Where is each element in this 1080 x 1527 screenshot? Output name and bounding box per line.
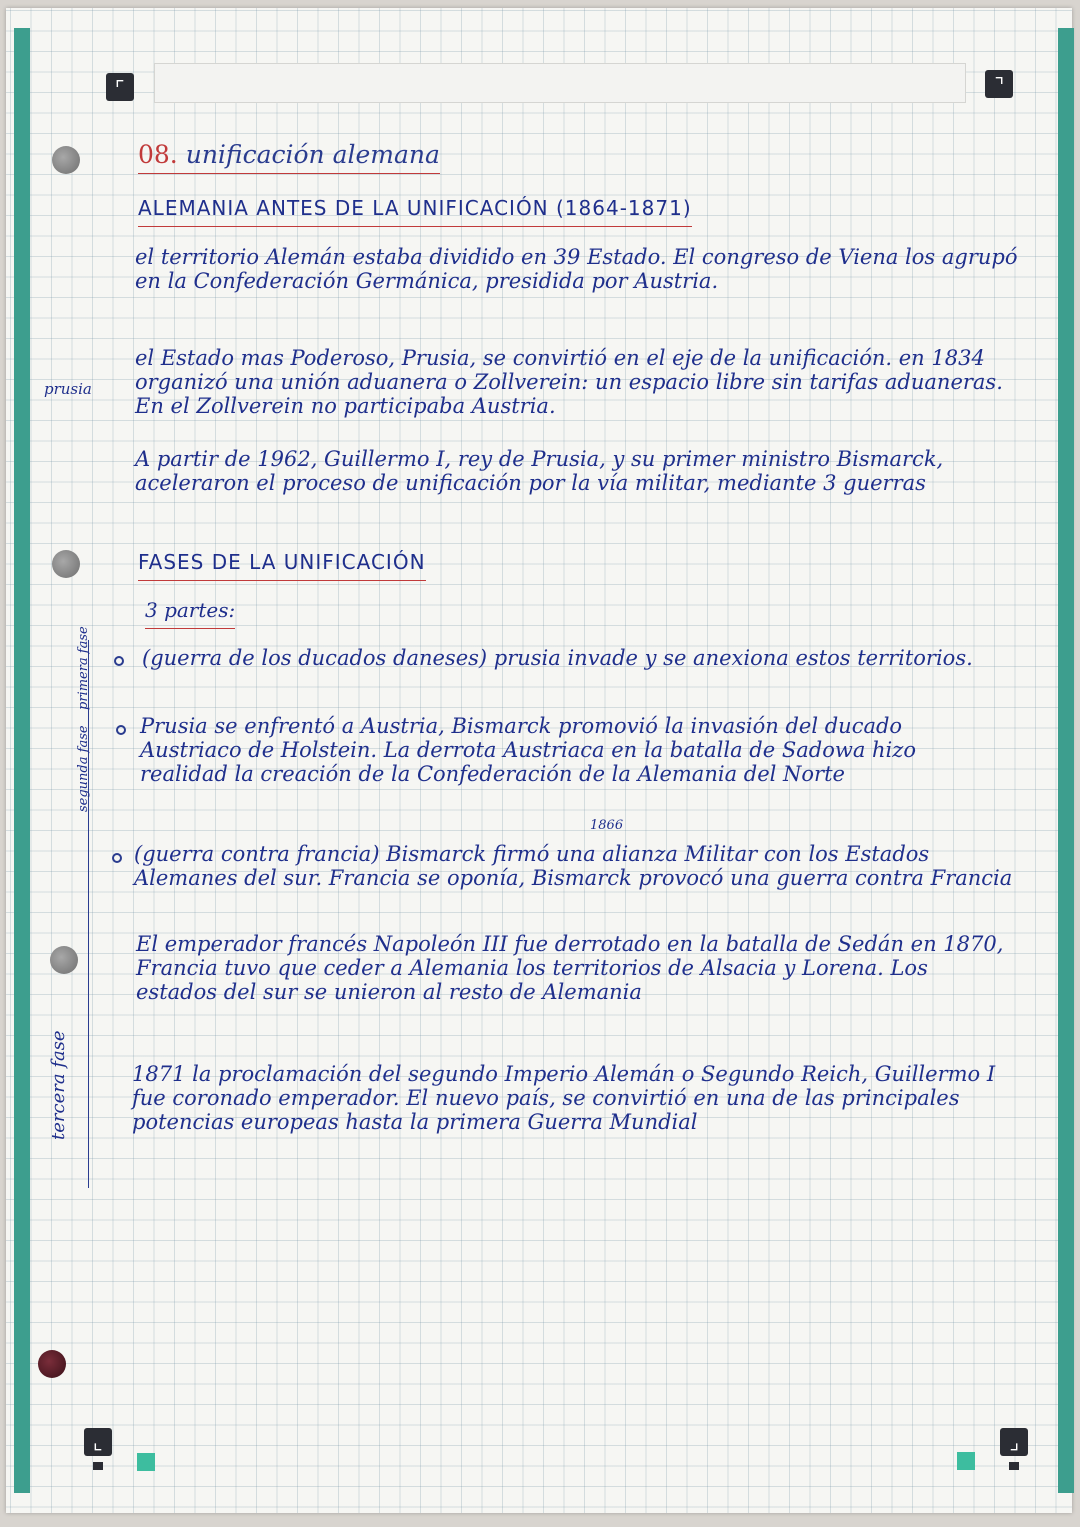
section-heading-phases: FASES DE LA UNIFICACIÓN <box>138 550 426 581</box>
margin-label-third-phase: tercera fase <box>48 1030 69 1140</box>
page-title <box>138 140 440 174</box>
section-heading-before-unification: ALEMANIA ANTES DE LA UNIFICACIÓN (1864-1871) <box>138 196 692 227</box>
paragraph-sedan: El emperador francés Napoleón III fue derrotado en la batalla de Sedán en 1870, Francia tuvo que ceder a Alemania los territorios de Alsacia y Lorena. Los estados del sur se unieron al resto de Alemania <box>136 932 1004 1004</box>
corner-mark-bottom-left-icon: ⌞ <box>84 1428 112 1456</box>
bullet-icon <box>112 853 122 863</box>
punch-hole <box>38 1350 66 1378</box>
punch-hole <box>52 550 80 578</box>
punch-hole <box>52 146 80 174</box>
margin-note-prusia: prusia <box>44 380 92 398</box>
accent-square-left <box>137 1453 155 1471</box>
title-number: 08. <box>138 140 178 169</box>
corner-mark-bottom-right-icon: ⌟ <box>1000 1428 1028 1456</box>
corner-mark-top-right-icon: ⌝ <box>985 70 1013 98</box>
bullet-icon <box>116 725 126 735</box>
paragraph-bismarck: A partir de 1962, Guillermo I, rey de Prusia, y su primer ministro Bismarck, aceleraron el proceso de unificación por la vía militar, mediante 3 guerras <box>135 447 944 495</box>
corner-mark-top-left-icon: ⌜ <box>106 73 134 101</box>
paragraph-territory: el territorio Alemán estaba dividido en 39 Estado. El congreso de Viena los agrupó en la Confederación Germánica, presidida por Austria. <box>135 245 1018 293</box>
bullet-third-phase: (guerra contra francia) Bismarck firmó una alianza Militar con los Estados Alemanes del sur. Francia se oponía, Bismarck provocó una guerra contra Francia <box>134 842 1013 890</box>
right-edge-strip <box>1058 28 1074 1493</box>
margin-bracket-line <box>88 640 89 1188</box>
note-1866: 1866 <box>590 818 624 833</box>
title-text: unificación alemana <box>185 140 440 169</box>
punch-hole <box>50 946 78 974</box>
margin-label-first-phase: primera fase <box>76 626 91 710</box>
subheading-three-parts: 3 partes: <box>145 598 235 629</box>
bullet-icon <box>114 656 124 666</box>
paragraph-prussia: el Estado mas Poderoso, Prusia, se convirtió en el eje de la unificación. en 1834 organizó una unión aduanera o Zollverein: un espacio libre sin tarifas aduaneras. En el Zollverein no participaba Austria. <box>135 346 1003 418</box>
accent-square-right <box>957 1452 975 1470</box>
bullet-second-phase: Prusia se enfrentó a Austria, Bismarck promovió la invasión del ducado Austriaco de Holstein. La derrota Austriaca en la batalla de Sadowa hizo realidad la creación de la Confederación de la Alemania del Norte <box>140 714 916 786</box>
margin-label-second-phase: segunda fase <box>76 725 91 812</box>
bullet-first-phase: (guerra de los ducados daneses) prusia invade y se anexiona estos territorios. <box>142 646 973 670</box>
paragraph-second-reich: 1871 la proclamación del segundo Imperio Alemán o Segundo Reich, Guillermo I fue coronado emperador. El nuevo país, se convirtió en una de las principales potencias europeas hasta la primera Guerra Mundial <box>132 1062 996 1134</box>
left-edge-strip <box>14 28 30 1493</box>
header-box <box>154 63 966 103</box>
